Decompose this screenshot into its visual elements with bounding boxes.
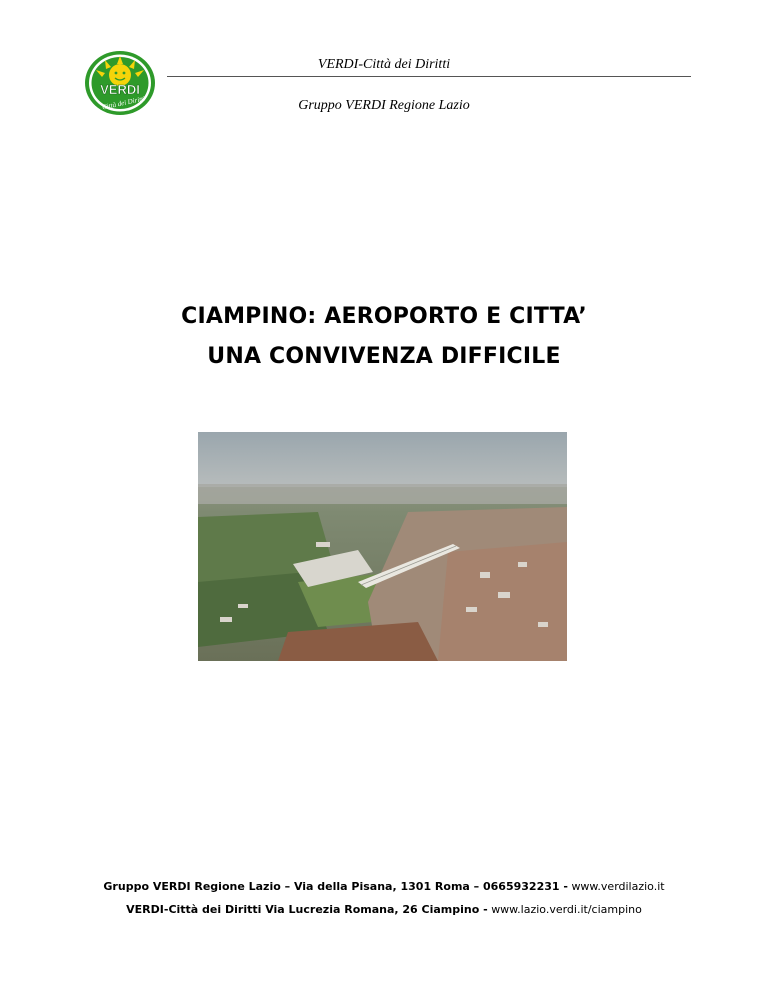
footer-link-verdilazio[interactable]: www.verdilazio.it xyxy=(571,880,665,893)
svg-text:Città dei Diritti: Città dei Diritti xyxy=(101,94,146,112)
footer-address-regione: Gruppo VERDI Regione Lazio – Via della Pisana, 1301 Roma – 0665932231 - xyxy=(103,880,568,893)
document-title-line-1: CIAMPINO: AEROPORTO E CITTA’ xyxy=(181,304,587,329)
header-divider xyxy=(167,76,691,77)
footer-line-1 xyxy=(0,880,768,893)
aerial-photo xyxy=(198,432,567,661)
document-title-line-2: UNA CONVIVENZA DIFFICILE xyxy=(207,344,561,369)
logo-text: VERDI xyxy=(100,82,140,97)
header-title: VERDI-Città dei Diritti xyxy=(317,57,451,72)
footer-line-2 xyxy=(0,903,768,916)
footer-address-ciampino: VERDI-Città dei Diritti Via Lucrezia Romana, 26 Ciampino - xyxy=(126,903,488,916)
footer-link-ciampino[interactable]: www.lazio.verdi.it/ciampino xyxy=(491,903,642,916)
aerial-photo-image xyxy=(198,432,567,661)
header-subtitle: Gruppo VERDI Regione Lazio xyxy=(298,98,470,113)
